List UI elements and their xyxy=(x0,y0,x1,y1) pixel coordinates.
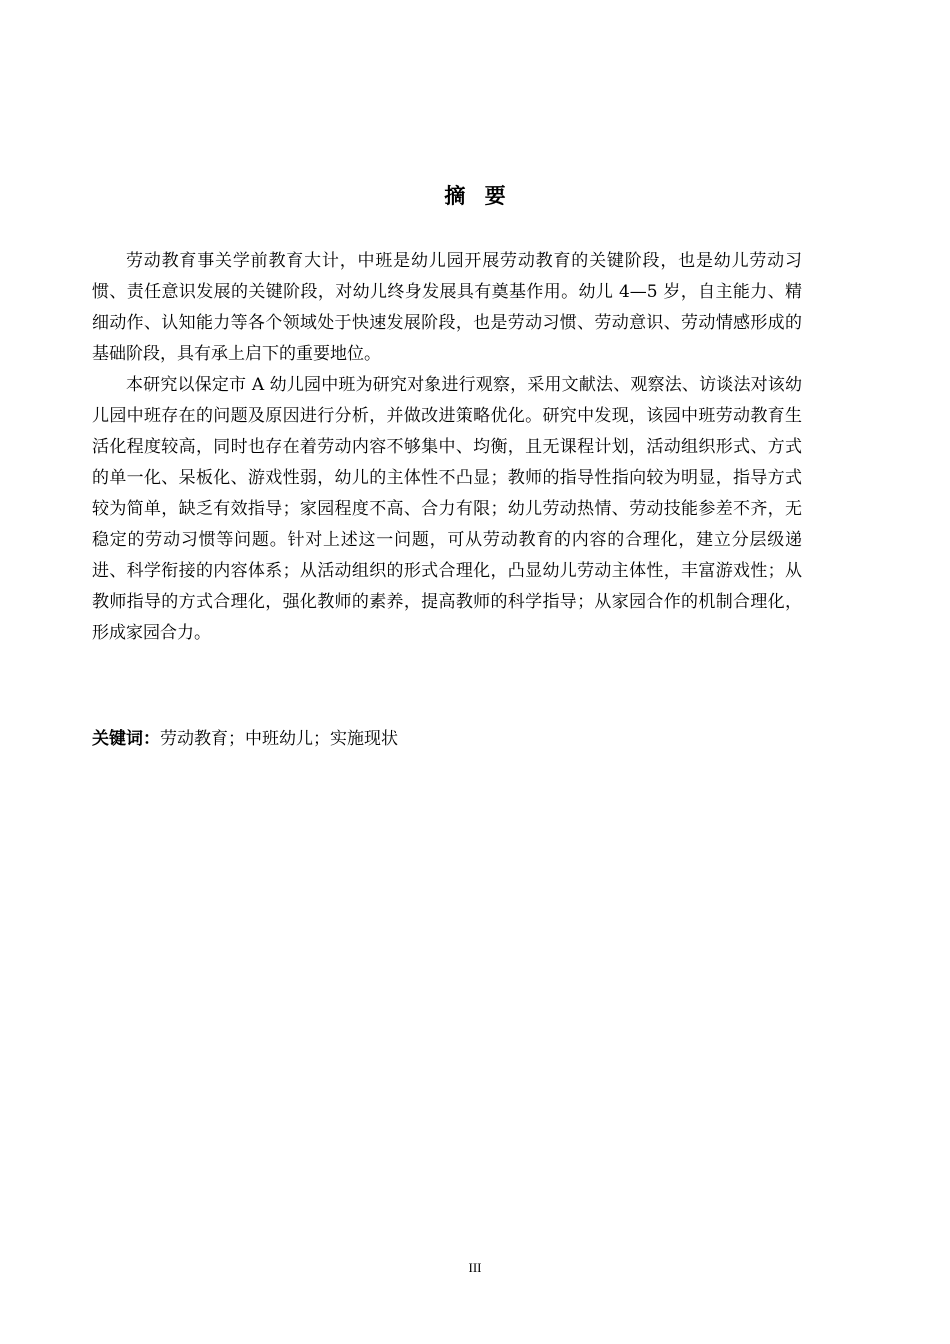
page-number: III xyxy=(468,1260,482,1275)
abstract-body xyxy=(92,246,802,649)
keywords-line xyxy=(92,724,802,755)
abstract-paragraph-2: 本研究以保定市 A 幼儿园中班为研究对象进行观察，采用文献法、观察法、访谈法对该幼儿园中班存在的问题及原因进行分析，并做改进策略优化。研究中发现，该园中班劳动教育生活化程度较高，同时也存在着劳动内容不够集中、均衡，且无课程计划，活动组织形式、方式的单一化、呆板化、游戏性弱，幼儿的主体性不凸显；教师的指导性指向较为明显，指导方式较为简单，缺乏有效指导；家园程度不高、合力有限；幼儿劳动热情、劳动技能参差不齐，无稳定的劳动习惯等问题。针对上述这一问题，可从劳动教育的内容的合理化，建立分层级递进、科学衔接的内容体系；从活动组织的形式合理化，凸显幼儿劳动主体性，丰富游戏性；从教师指导的方式合理化，强化教师的素养，提高教师的科学指导；从家园合作的机制合理化，形成家园合力。 xyxy=(92,375,802,643)
keywords-text: 劳动教育；中班幼儿；实施现状 xyxy=(160,729,398,749)
keywords-label: 关键词： xyxy=(92,729,160,749)
abstract-paragraph-1: 劳动教育事关学前教育大计，中班是幼儿园开展劳动教育的关键阶段，也是幼儿劳动习惯、责任意识发展的关键阶段，对幼儿终身发展具有奠基作用。幼儿 4—5 岁，自主能力、精细动作、认知能力等各个领域处于快速发展阶段，也是劳动习惯、劳动意识、劳动情感形成的基础阶段，具有承上启下的重要地位。 xyxy=(92,251,802,364)
abstract-title: 摘 要 xyxy=(444,184,512,208)
